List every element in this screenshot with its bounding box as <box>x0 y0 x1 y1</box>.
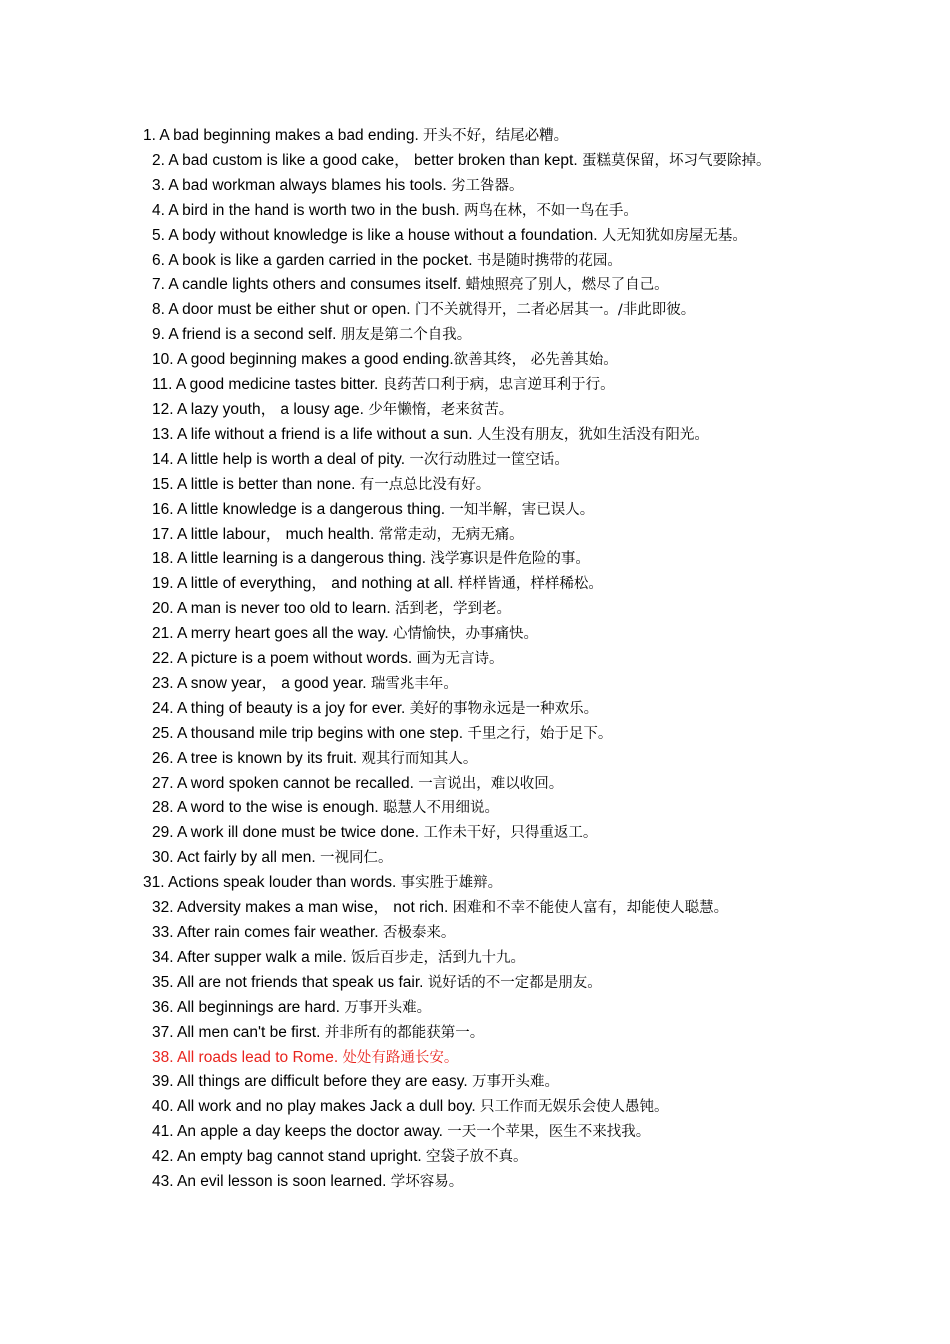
proverb-item <box>143 348 811 373</box>
proverb-number: 20. <box>152 600 174 618</box>
proverb-english: A little knowledge is a dangerous thing. <box>177 500 445 518</box>
proverb-number: 24. <box>152 699 174 717</box>
proverb-chinese: 事实胜于雄辩。 <box>400 875 503 892</box>
proverb-english: An empty bag cannot stand upright. <box>177 1148 422 1166</box>
proverb-chinese: 朋友是第二个自我。 <box>340 327 472 344</box>
proverb-item <box>143 672 811 697</box>
proverb-item <box>143 498 811 523</box>
proverb-chinese: 美好的事物永远是一种欢乐。 <box>409 700 599 717</box>
proverb-number: 35. <box>152 973 174 991</box>
proverb-chinese: 并非所有的都能获第一。 <box>324 1024 485 1041</box>
proverb-item <box>143 273 811 298</box>
proverb-number: 38. <box>152 1048 174 1066</box>
proverb-number: 41. <box>152 1123 174 1141</box>
proverb-number: 12. <box>152 400 174 418</box>
proverb-item <box>143 572 811 597</box>
proverb-chinese: 欲善其终， 必先善其始。 <box>453 352 618 369</box>
proverb-chinese: 一言说出，难以收回。 <box>418 775 564 792</box>
proverb-chinese: 少年懒惰，老来贫苦。 <box>368 401 514 418</box>
proverb-number: 32. <box>152 899 174 917</box>
proverb-english: A tree is known by its fruit. <box>177 749 358 767</box>
proverb-english: A friend is a second self. <box>168 326 337 344</box>
proverb-english: A snow year， a good year. <box>177 674 367 692</box>
proverb-english: After supper walk a mile. <box>177 948 347 966</box>
proverb-item <box>143 722 811 747</box>
proverb-number: 13. <box>152 425 174 443</box>
proverb-number: 4. <box>152 201 165 219</box>
proverb-chinese: 千里之行，始于足下。 <box>467 725 613 742</box>
proverb-number: 8. <box>152 301 165 319</box>
proverb-chinese: 聪慧人不用细说。 <box>382 800 499 817</box>
proverb-chinese: 饭后百步走，活到九十九。 <box>351 949 526 966</box>
proverb-english: An apple a day keeps the doctor away. <box>177 1123 443 1141</box>
proverb-item <box>143 996 811 1021</box>
proverb-chinese: 浅学寡识是件危险的事。 <box>430 551 590 568</box>
proverb-item <box>143 298 811 323</box>
proverb-english: A body without knowledge is like a house without a foundation. <box>168 226 598 244</box>
proverb-number: 14. <box>152 450 174 468</box>
proverb-number: 40. <box>152 1098 174 1116</box>
proverb-chinese: 万事开头难。 <box>471 1074 559 1091</box>
proverb-number: 36. <box>152 998 174 1016</box>
proverb-chinese: 良药苦口利于病，忠言逆耳利于行。 <box>382 377 615 394</box>
proverb-english: A bird in the hand is worth two in the bush. <box>168 201 460 219</box>
proverb-english: All roads lead to Rome. <box>177 1048 339 1066</box>
proverb-item <box>143 1120 811 1145</box>
proverb-english: After rain comes fair weather. <box>177 924 379 941</box>
proverb-item <box>143 796 811 821</box>
proverb-chinese: 蜡烛照亮了别人，燃尽了自己。 <box>465 277 669 294</box>
proverb-item <box>143 448 811 473</box>
proverb-item <box>143 1145 811 1170</box>
proverb-chinese: 人无知犹如房屋无基。 <box>601 227 747 244</box>
proverb-number: 26. <box>152 749 174 767</box>
proverb-item <box>143 697 811 722</box>
proverb-english: A little is better than none. <box>177 475 356 493</box>
proverb-item <box>143 846 811 871</box>
proverb-chinese: 万事开头难。 <box>344 999 432 1016</box>
proverb-number: 30. <box>152 849 174 867</box>
proverb-english: A little learning is a dangerous thing. <box>177 550 427 568</box>
proverb-item <box>143 423 811 448</box>
proverb-english: All work and no play makes Jack a dull boy. <box>177 1098 476 1116</box>
proverb-number: 25. <box>152 724 174 742</box>
proverb-english: A word spoken cannot be recalled. <box>177 774 414 792</box>
proverb-english: All things are difficult before they are easy. <box>177 1073 468 1091</box>
proverb-english: A candle lights others and consumes itself. <box>168 276 462 294</box>
proverb-number: 42. <box>152 1148 174 1166</box>
proverb-chinese: 人生没有朋友，犹如生活没有阳光。 <box>476 426 709 443</box>
proverb-english: A thousand mile trip begins with one step. <box>177 724 464 742</box>
proverb-chinese: 只工作而无娱乐会使人愚钝。 <box>480 1099 669 1116</box>
proverb-item <box>143 772 811 797</box>
proverb-chinese: 两鸟在林，不如一鸟在手。 <box>463 202 638 219</box>
proverb-item <box>143 597 811 622</box>
proverb-number: 31. <box>143 874 165 892</box>
proverb-chinese: 活到老，学到老。 <box>395 601 512 618</box>
proverb-item <box>143 896 811 921</box>
proverb-item <box>143 174 811 199</box>
proverb-english: A little labour， much health. <box>177 525 375 543</box>
proverb-number: 16. <box>152 500 174 518</box>
proverb-chinese: 常常走动，无病无痛。 <box>378 526 524 543</box>
proverb-number: 1. <box>143 127 156 144</box>
proverb-number: 28. <box>152 799 174 817</box>
proverb-number: 3. <box>152 176 165 194</box>
proverb-number: 5. <box>152 226 165 244</box>
proverb-list <box>143 124 811 1195</box>
proverb-chinese: 工作未干好，只得重返工。 <box>423 825 598 842</box>
proverb-english: A thing of beauty is a joy for ever. <box>177 699 406 717</box>
proverb-chinese: 开头不好，结尾必糟。 <box>423 128 569 144</box>
proverb-chinese: 困难和不幸不能使人富有，却能使人聪慧。 <box>452 900 729 917</box>
proverb-english: An evil lesson is soon learned. <box>177 1173 387 1191</box>
proverb-number: 33. <box>152 924 174 941</box>
proverb-number: 27. <box>152 774 174 792</box>
proverb-item <box>143 921 811 946</box>
proverb-item <box>143 622 811 647</box>
proverb-chinese: 书是随时携带的花园。 <box>476 252 622 269</box>
proverb-chinese: 一视同仁。 <box>320 850 393 867</box>
proverb-number: 7. <box>152 276 165 294</box>
proverb-item <box>143 149 811 174</box>
proverb-chinese: 劣工咎器。 <box>450 177 524 194</box>
proverb-english: A little help is worth a deal of pity. <box>177 450 406 468</box>
proverb-chinese: 心情愉快，办事痛快。 <box>392 626 538 643</box>
proverb-english: All beginnings are hard. <box>177 998 340 1016</box>
proverb-item <box>143 971 811 996</box>
proverb-english: A man is never too old to learn. <box>177 600 391 618</box>
proverb-item <box>143 224 811 249</box>
proverb-english: A bad workman always blames his tools. <box>168 176 447 194</box>
proverb-english: Actions speak louder than words. <box>168 874 397 892</box>
proverb-number: 17. <box>152 525 174 543</box>
proverb-item <box>143 523 811 548</box>
proverb-number: 37. <box>152 1023 174 1041</box>
proverb-item <box>143 871 811 896</box>
proverb-number: 6. <box>152 251 165 269</box>
proverb-english: A bad beginning makes a bad ending. <box>159 127 419 144</box>
proverb-item <box>143 1170 811 1195</box>
proverb-chinese: 空袋子放不真。 <box>426 1149 528 1166</box>
proverb-item <box>143 1070 811 1095</box>
proverb-english: A door must be either shut or open. <box>168 301 411 319</box>
proverb-number: 43. <box>152 1173 174 1191</box>
proverb-english: A little of everything， and nothing at all. <box>177 575 454 593</box>
proverb-english: Act fairly by all men. <box>177 849 316 867</box>
proverb-chinese: 门不关就得开，二者必居其一。/非此即彼。 <box>414 302 696 319</box>
proverb-chinese: 一天一个苹果，医生不来找我。 <box>447 1124 651 1141</box>
proverb-english: A work ill done must be twice done. <box>177 824 420 842</box>
proverb-chinese: 处处有路通长安。 <box>342 1049 459 1066</box>
proverb-number: 22. <box>152 650 174 668</box>
proverb-chinese: 学坏容易。 <box>390 1174 464 1191</box>
proverb-number: 10. <box>152 351 174 369</box>
proverb-item <box>143 1095 811 1120</box>
proverb-item <box>143 249 811 274</box>
proverb-number: 15. <box>152 475 174 493</box>
proverb-item <box>143 946 811 971</box>
proverb-number: 23. <box>152 674 174 692</box>
proverb-item <box>143 473 811 498</box>
proverb-item <box>143 199 811 224</box>
proverb-chinese: 瑞雪兆丰年。 <box>370 675 458 692</box>
proverb-english: A merry heart goes all the way. <box>177 625 389 643</box>
proverb-item-highlighted <box>143 1046 811 1071</box>
proverb-english: A book is like a garden carried in the pocket. <box>168 251 473 269</box>
proverb-english: All men can't be first. <box>177 1023 321 1041</box>
proverb-number: 29. <box>152 824 174 842</box>
proverb-chinese: 一知半解，害已误人。 <box>449 501 595 518</box>
proverb-item <box>143 647 811 672</box>
proverb-item <box>143 323 811 348</box>
proverb-item <box>143 124 811 149</box>
proverb-number: 2. <box>152 151 165 169</box>
proverb-item <box>143 547 811 572</box>
proverb-english: A picture is a poem without words. <box>177 650 413 668</box>
proverb-number: 39. <box>152 1073 174 1091</box>
proverb-item <box>143 821 811 846</box>
proverb-item <box>143 398 811 423</box>
proverb-number: 21. <box>152 625 174 643</box>
proverb-item <box>143 747 811 772</box>
proverb-number: 9. <box>152 326 165 344</box>
proverb-english: A bad custom is like a good cake， better broken than kept. <box>168 151 578 169</box>
proverb-chinese: 观其行而知其人。 <box>361 750 478 767</box>
proverb-number: 18. <box>152 550 174 568</box>
proverb-english: A lazy youth， a lousy age. <box>177 400 364 418</box>
proverb-chinese: 一次行动胜过一筐空话。 <box>409 451 569 468</box>
proverb-number: 11. <box>152 376 173 394</box>
proverb-english: A word to the wise is enough. <box>177 799 379 817</box>
proverb-english: All are not friends that speak us fair. <box>177 973 424 991</box>
proverb-english: A life without a friend is a life without a sun. <box>177 425 473 443</box>
proverb-number: 19. <box>152 575 174 593</box>
proverb-chinese: 样样皆通，样样稀松。 <box>457 576 603 593</box>
proverb-item <box>143 1021 811 1046</box>
proverb-chinese: 有一点总比没有好。 <box>359 476 491 493</box>
proverb-chinese: 画为无言诗。 <box>416 651 504 668</box>
proverb-chinese: 否极泰来。 <box>382 925 456 941</box>
proverb-chinese: 说好话的不一定都是朋友。 <box>427 974 602 991</box>
proverb-chinese: 蛋糕莫保留，坏习气要除掉。 <box>581 152 771 169</box>
proverb-english: A good medicine tastes bitter. <box>175 376 379 394</box>
proverb-english: Adversity makes a man wise， not rich. <box>177 899 449 917</box>
proverb-number: 34. <box>152 948 174 966</box>
proverb-item <box>143 373 811 398</box>
proverb-english: A good beginning makes a good ending. <box>177 351 454 369</box>
